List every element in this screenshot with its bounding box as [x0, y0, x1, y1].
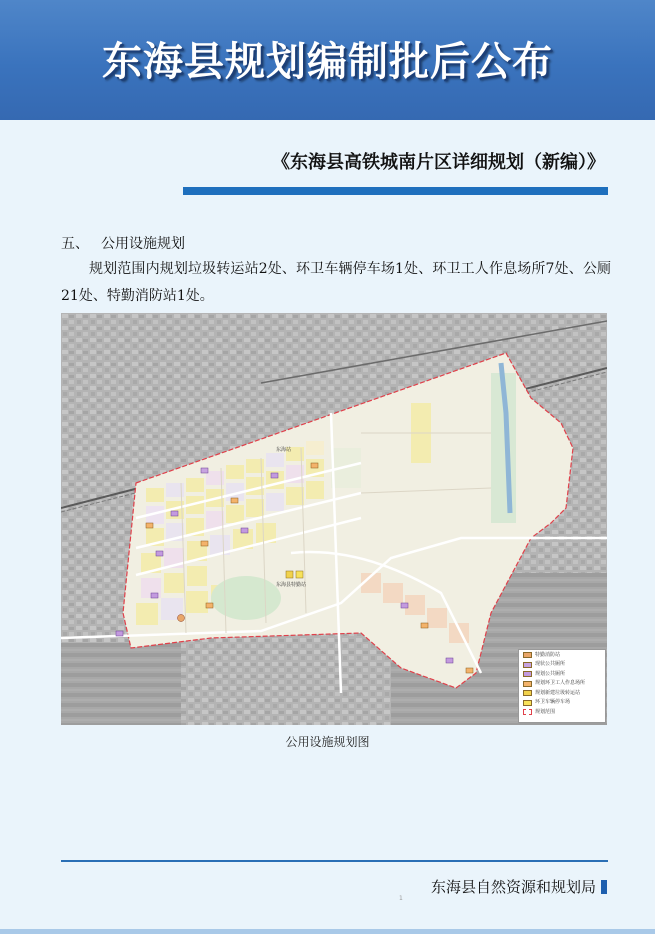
- legend-existing-toilet-icon: [523, 662, 532, 668]
- figure-caption: 公用设施规划图: [285, 735, 370, 749]
- legend-item: 规划环卫工人作息场所: [519, 679, 605, 688]
- legend-transfer-station-icon: [523, 690, 532, 696]
- legend-item: 规划范围: [519, 708, 605, 717]
- footer-organization: [431, 876, 607, 897]
- park-area: [211, 576, 281, 620]
- subtitle-divider: [183, 187, 608, 195]
- map-legend: [518, 649, 606, 723]
- legend-item: 特勤消防站: [519, 651, 605, 660]
- body-paragraph: 规划范围内规划垃圾转运站2处、环卫车辆停车场1处、环卫工人作息场所7处、公厕21处、特勤消防站1处。: [61, 261, 611, 304]
- station-label: 东海站: [276, 447, 292, 453]
- footer-divider: [61, 860, 608, 862]
- legend-parking-icon: [523, 700, 532, 706]
- legend-boundary-icon: [523, 709, 532, 715]
- bottom-edge: [0, 929, 655, 934]
- document-subtitle: 《东海县高铁城南片区详细规划（新编）》: [272, 152, 605, 173]
- section-heading: [61, 233, 185, 253]
- page-title: 东海县规划编制批后公布: [102, 39, 553, 85]
- header-banner: [0, 0, 655, 120]
- organization-name: 东海县自然资源和规划局: [430, 878, 596, 896]
- legend-item: 环卫车辆停车场: [519, 698, 605, 707]
- section-title: 公用设施规划: [101, 236, 185, 252]
- legend-rest-area-icon: [523, 681, 532, 687]
- farmland-imagery-west: [61, 643, 181, 725]
- legend-planned-toilet-icon: [523, 671, 532, 677]
- legend-item: 规划公共厕所: [519, 670, 605, 679]
- section-number: 五、: [61, 236, 89, 252]
- planning-map: [61, 313, 607, 725]
- legend-item: 规划新建垃圾转运站: [519, 689, 605, 698]
- footer-square-icon: [601, 880, 607, 894]
- page-number: 1: [399, 895, 403, 902]
- legend-fire-station-icon: [523, 652, 532, 658]
- fire-station-label: 东海县特勤站: [276, 582, 307, 588]
- legend-item: 现状公共厕所: [519, 660, 605, 669]
